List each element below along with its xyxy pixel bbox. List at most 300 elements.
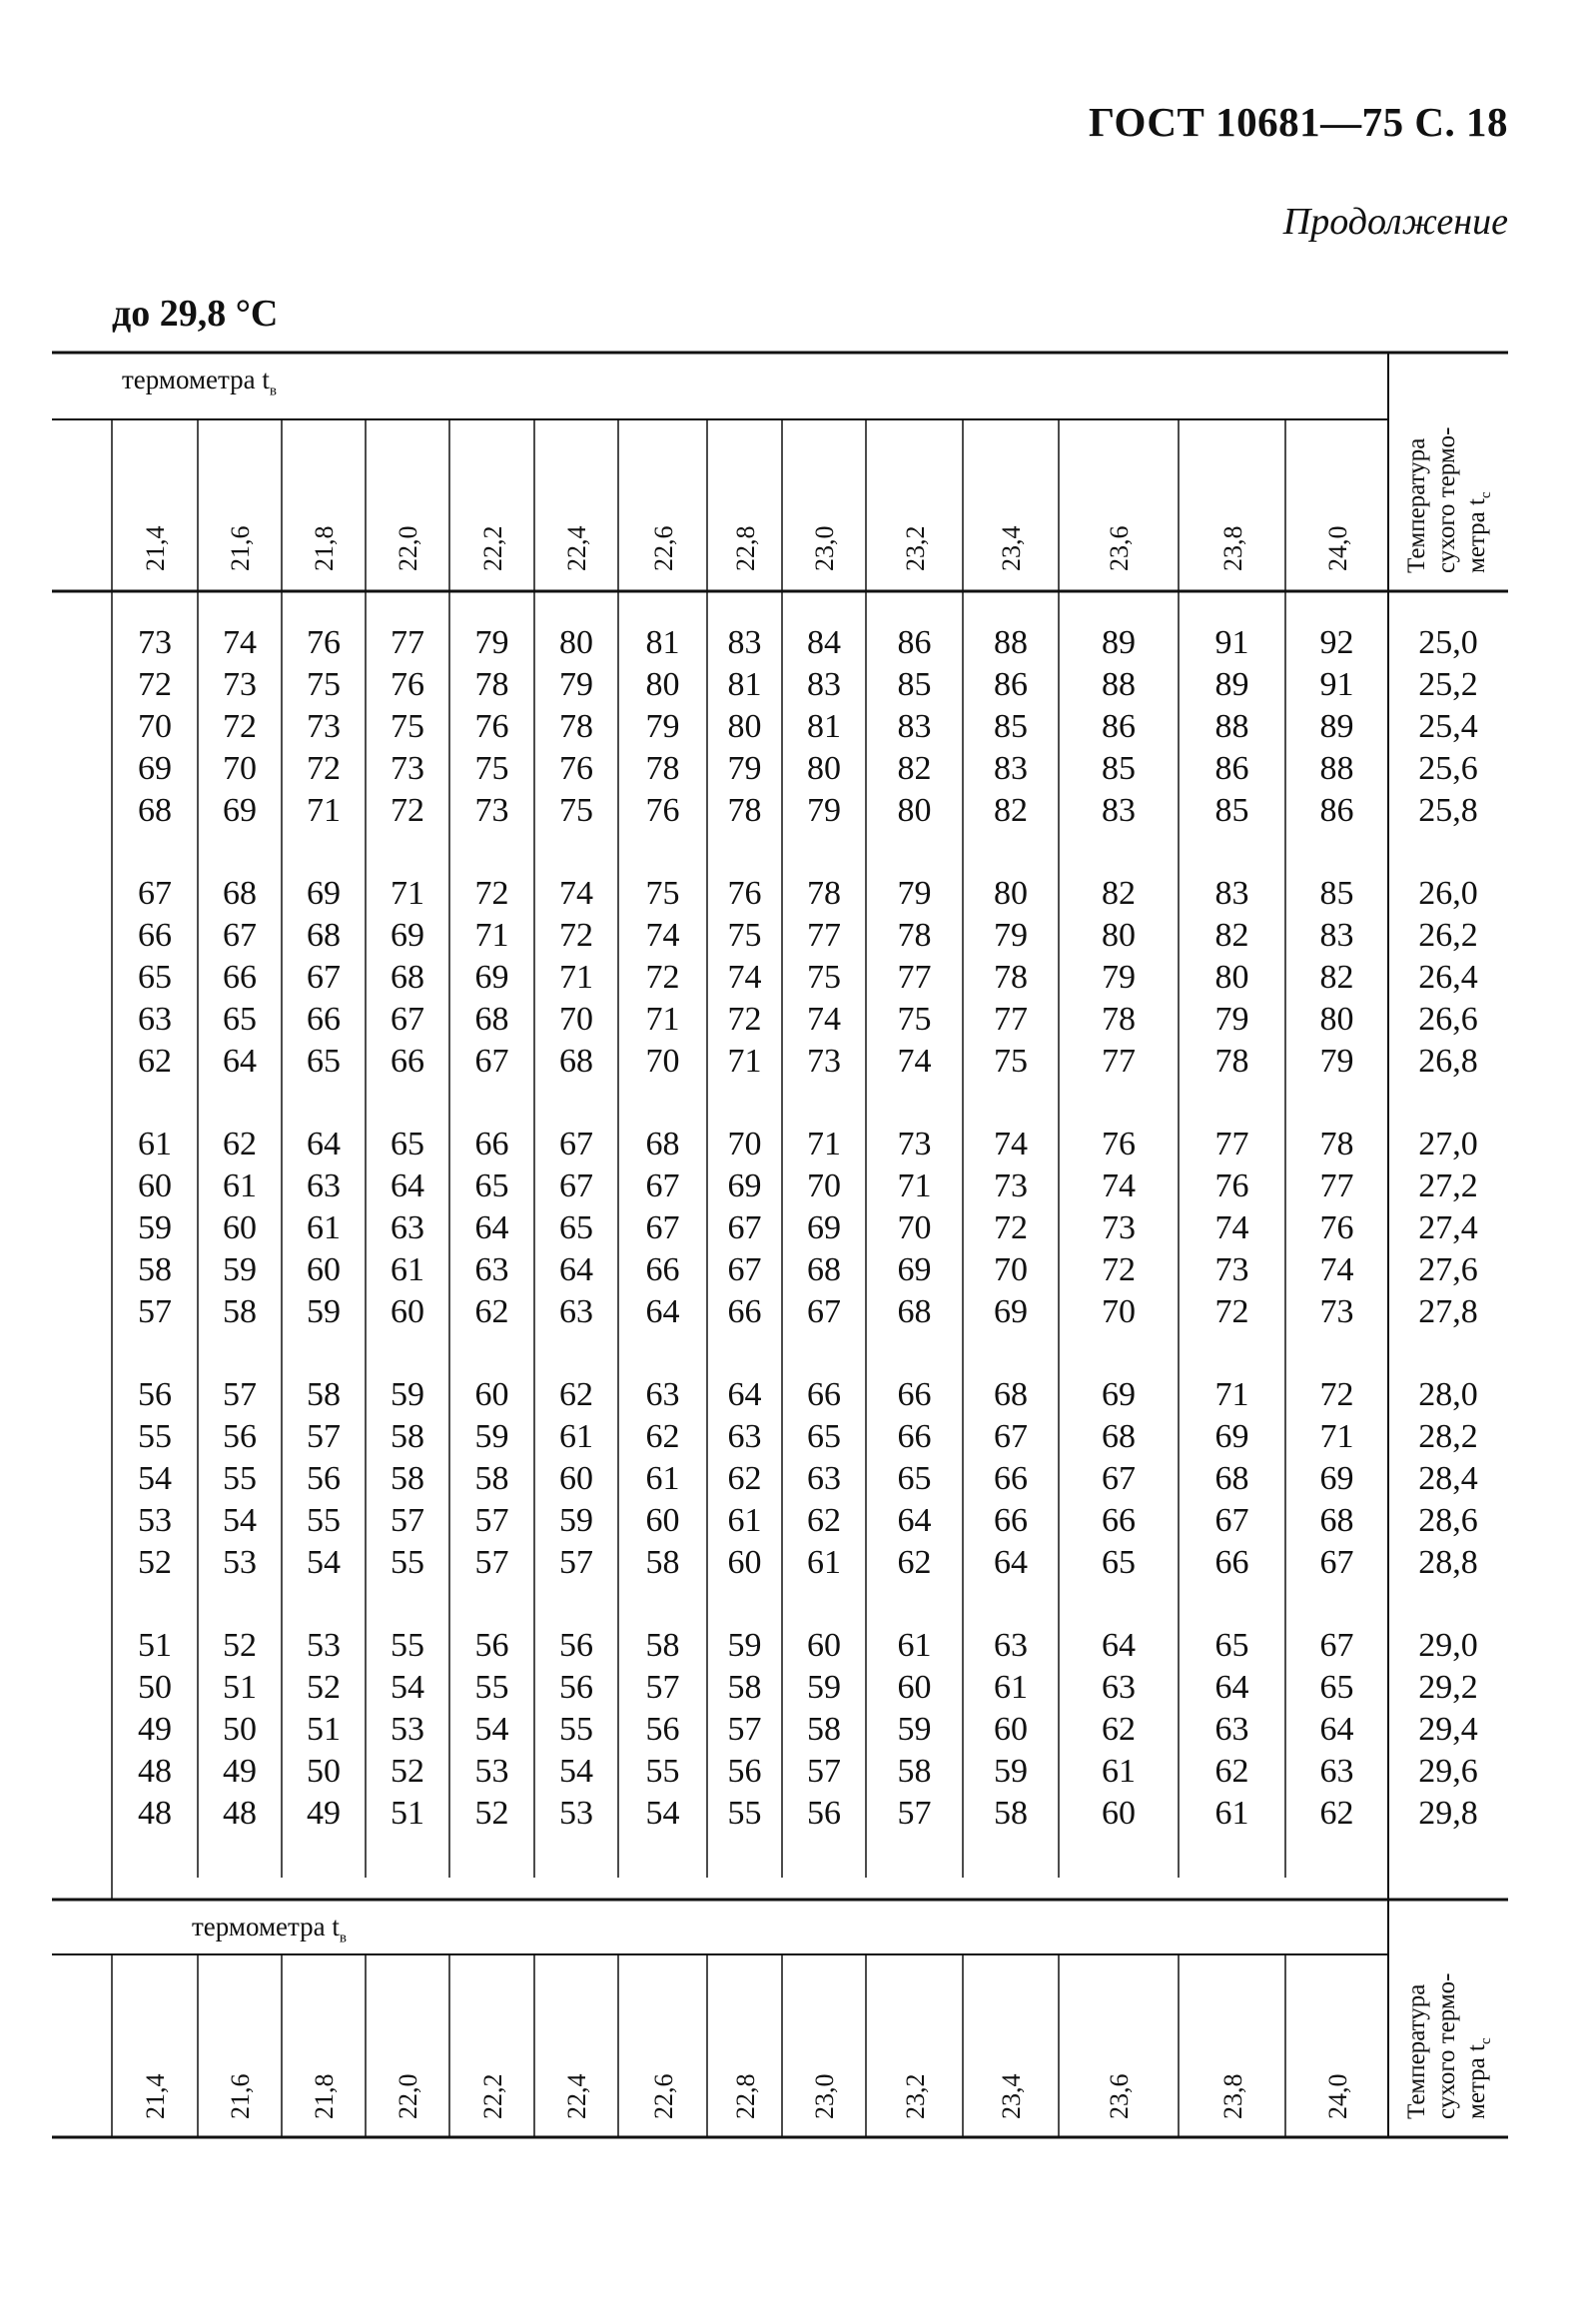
table-cell: 76: [1102, 1126, 1136, 1162]
row-header-line: Температура: [1403, 1983, 1430, 2119]
table-cell: 91: [1214, 624, 1249, 661]
table-cell: 63: [474, 1251, 509, 1288]
dry-temp-cell: 29,2: [1418, 1669, 1478, 1706]
table-cell: 73: [897, 1126, 932, 1162]
table-cell: 69: [1214, 1418, 1249, 1455]
table-cell: 89: [1102, 624, 1136, 661]
table-cell: 85: [897, 666, 932, 703]
table-cell: 56: [138, 1376, 172, 1413]
table-cell: 68: [897, 1293, 932, 1330]
dry-temp-cell: 29,0: [1418, 1627, 1478, 1664]
table-cell: 64: [307, 1126, 341, 1162]
table-cell: 59: [994, 1753, 1028, 1790]
table-cell: 60: [307, 1251, 341, 1288]
table-cell: 63: [1214, 1711, 1249, 1748]
table-cell: 56: [645, 1711, 680, 1748]
dry-temp-cell: 28,4: [1418, 1460, 1478, 1497]
table-cell: 67: [559, 1167, 593, 1204]
table-cell: 54: [645, 1795, 680, 1832]
table-cell: 57: [474, 1544, 509, 1581]
row-header-subscript: с: [1478, 491, 1494, 499]
table-cell: 61: [727, 1502, 762, 1539]
column-header: 21,8: [310, 525, 339, 571]
table-cell: 77: [807, 917, 841, 954]
table-cell: 82: [1102, 875, 1136, 912]
row-header-line: Температура: [1403, 437, 1430, 573]
table-cell: 58: [391, 1460, 424, 1497]
dry-temp-cell: 25,2: [1418, 666, 1478, 703]
table-cell: 74: [897, 1043, 932, 1080]
table-cell: 61: [559, 1418, 593, 1455]
table-cell: 80: [1102, 917, 1136, 954]
column-header-bottom: 21,4: [141, 2073, 170, 2119]
dry-temp-cell: 29,8: [1418, 1795, 1478, 1832]
table-cell: 55: [223, 1460, 257, 1497]
table-cell: 58: [897, 1753, 932, 1790]
table-cell: 64: [897, 1502, 932, 1539]
table-cell: 72: [1102, 1251, 1136, 1288]
table-cell: 81: [727, 666, 762, 703]
table-cell: 76: [1214, 1167, 1249, 1204]
table-cell: 80: [994, 875, 1028, 912]
table-cell: 52: [391, 1753, 424, 1790]
table-cell: 86: [1319, 792, 1354, 829]
table-cell: 52: [138, 1544, 172, 1581]
table-cell: 67: [994, 1418, 1028, 1455]
table-cell: 73: [474, 792, 509, 829]
table-cell: 57: [645, 1669, 680, 1706]
table-cell: 77: [1102, 1043, 1136, 1080]
table-cell: 78: [727, 792, 762, 829]
table-cell: 75: [994, 1043, 1028, 1080]
table-cell: 80: [807, 750, 841, 787]
column-header: 22,8: [730, 525, 760, 571]
table-cell: 74: [727, 959, 762, 996]
table-cell: 66: [897, 1376, 932, 1413]
table-cell: 74: [1102, 1167, 1136, 1204]
table-cell: 54: [559, 1753, 593, 1790]
table-cell: 72: [138, 666, 172, 703]
table-cell: 60: [727, 1544, 762, 1581]
column-header: 22,6: [648, 525, 678, 571]
table-cell: 75: [727, 917, 762, 954]
page-reference: ГОСТ 10681—75 С. 18: [1088, 99, 1508, 145]
table-cell: 80: [645, 666, 680, 703]
table-cell: 65: [897, 1460, 932, 1497]
table-cell: 66: [994, 1460, 1028, 1497]
table-cell: 82: [1319, 959, 1354, 996]
group-title-text: термометра t: [192, 1912, 340, 1941]
table-cell: 58: [645, 1544, 680, 1581]
table-cell: 79: [474, 624, 509, 661]
table-cell: 57: [391, 1502, 424, 1539]
table-cell: 81: [645, 624, 680, 661]
table-cell: 61: [994, 1669, 1028, 1706]
table-cell: 72: [307, 750, 341, 787]
table-cell: 55: [391, 1627, 424, 1664]
table-cell: 74: [994, 1126, 1028, 1162]
table-cell: 63: [1102, 1669, 1136, 1706]
table-cell: 56: [727, 1753, 762, 1790]
table-cell: 53: [138, 1502, 172, 1539]
table-cell: 71: [474, 917, 509, 954]
group-title-subscript: в: [269, 383, 277, 399]
table-range-caption: до 29,8 °С: [112, 293, 279, 335]
table-cell: 67: [645, 1167, 680, 1204]
table-cell: 66: [138, 917, 172, 954]
table-cell: 79: [1214, 1001, 1249, 1038]
column-header-bottom: 22,8: [730, 2073, 760, 2119]
table-cell: 48: [138, 1753, 172, 1790]
group-title: [122, 365, 277, 399]
dry-temp-cell: 25,4: [1418, 708, 1478, 745]
table-cell: 69: [474, 959, 509, 996]
table-cell: 63: [138, 1001, 172, 1038]
table-cell: 62: [138, 1043, 172, 1080]
table-cell: 70: [559, 1001, 593, 1038]
table-cell: 68: [138, 792, 172, 829]
table-cell: 88: [1319, 750, 1354, 787]
table-cell: 73: [223, 666, 257, 703]
table-cell: 52: [223, 1627, 257, 1664]
table-cell: 60: [474, 1376, 509, 1413]
table-cell: 58: [138, 1251, 172, 1288]
table-cell: 55: [138, 1418, 172, 1455]
table-cell: 80: [1319, 1001, 1354, 1038]
table-cell: 79: [559, 666, 593, 703]
table-cell: 51: [391, 1795, 424, 1832]
table-cell: 77: [391, 624, 424, 661]
table-cell: 66: [645, 1251, 680, 1288]
table-cell: 76: [307, 624, 341, 661]
table-cell: 62: [807, 1502, 841, 1539]
column-header-bottom: 23,2: [900, 2073, 930, 2119]
table-cell: 69: [138, 750, 172, 787]
table-cell: 65: [1319, 1669, 1354, 1706]
table-cell: 69: [391, 917, 424, 954]
table-cell: 60: [138, 1167, 172, 1204]
table-cell: 71: [807, 1126, 841, 1162]
table-cell: 57: [223, 1376, 257, 1413]
table-cell: 67: [727, 1209, 762, 1246]
dry-temp-cell: 26,2: [1418, 917, 1478, 954]
table-cell: 75: [559, 792, 593, 829]
table-cell: 71: [727, 1043, 762, 1080]
table-cell: 79: [727, 750, 762, 787]
table-cell: 86: [1102, 708, 1136, 745]
table-cell: 73: [138, 624, 172, 661]
table-cell: 49: [138, 1711, 172, 1748]
table-cell: 74: [645, 917, 680, 954]
column-header-bottom: 21,6: [226, 2073, 255, 2119]
table-cell: 70: [994, 1251, 1028, 1288]
table-cell: 72: [474, 875, 509, 912]
table-cell: 76: [474, 708, 509, 745]
row-header-label: [1402, 427, 1501, 573]
dry-temp-cell: 25,8: [1418, 792, 1478, 829]
table-cell: 60: [645, 1502, 680, 1539]
table-cell: 53: [391, 1711, 424, 1748]
table-cell: 75: [307, 666, 341, 703]
table-cell: 50: [138, 1669, 172, 1706]
dry-temp-cell: 27,8: [1418, 1293, 1478, 1330]
table-cell: 62: [727, 1460, 762, 1497]
table-cell: 78: [994, 959, 1028, 996]
table-cell: 65: [223, 1001, 257, 1038]
table-cell: 61: [307, 1209, 341, 1246]
table-cell: 77: [994, 1001, 1028, 1038]
table-cell: 68: [1319, 1502, 1354, 1539]
row-header-subscript: с: [1478, 2037, 1494, 2045]
column-header-bottom: 22,2: [477, 2073, 507, 2119]
column-header: 23,6: [1105, 525, 1134, 571]
table-cell: 66: [223, 959, 257, 996]
dry-temp-cell: 28,8: [1418, 1544, 1478, 1581]
table-cell: 59: [559, 1502, 593, 1539]
table-cell: 57: [559, 1544, 593, 1581]
table-cell: 70: [897, 1209, 932, 1246]
table-cell: 56: [307, 1460, 341, 1497]
table-cell: 53: [223, 1544, 257, 1581]
table-cell: 62: [897, 1544, 932, 1581]
table-cell: 67: [1102, 1460, 1136, 1497]
dry-temp-cell: 28,2: [1418, 1418, 1478, 1455]
table-cell: 78: [559, 708, 593, 745]
table-cell: 65: [1214, 1627, 1249, 1664]
table-cell: 61: [897, 1627, 932, 1664]
table-cell: 61: [1214, 1795, 1249, 1832]
table-cell: 65: [138, 959, 172, 996]
table-cell: 61: [645, 1460, 680, 1497]
table-cell: 74: [559, 875, 593, 912]
dry-temp-cell: 27,0: [1418, 1126, 1478, 1162]
table-cell: 67: [645, 1209, 680, 1246]
table-cell: 69: [223, 792, 257, 829]
table-cell: 63: [1319, 1753, 1354, 1790]
table-cell: 70: [727, 1126, 762, 1162]
table-cell: 64: [474, 1209, 509, 1246]
column-header: 22,2: [477, 525, 507, 571]
table-cell: 67: [807, 1293, 841, 1330]
table-cell: 67: [559, 1126, 593, 1162]
table-cell: 59: [897, 1711, 932, 1748]
table-cell: 66: [474, 1126, 509, 1162]
table-cell: 58: [645, 1627, 680, 1664]
table-cell: 75: [645, 875, 680, 912]
table-cell: 56: [223, 1418, 257, 1455]
table-cell: 82: [994, 792, 1028, 829]
table-cell: 53: [474, 1753, 509, 1790]
table-cell: 84: [807, 624, 841, 661]
table-cell: 91: [1319, 666, 1354, 703]
table-cell: 57: [807, 1753, 841, 1790]
table-cell: 83: [727, 624, 762, 661]
table-cell: 79: [645, 708, 680, 745]
table-cell: 69: [897, 1251, 932, 1288]
table-cell: 88: [1214, 708, 1249, 745]
table-cell: 76: [559, 750, 593, 787]
row-header-line: сухого термо-: [1433, 1972, 1460, 2119]
table-cell: 56: [559, 1669, 593, 1706]
column-header-bottom: 24,0: [1322, 2073, 1352, 2119]
table-cell: 56: [474, 1627, 509, 1664]
table-cell: 56: [807, 1795, 841, 1832]
table-cell: 69: [307, 875, 341, 912]
table-cell: 79: [994, 917, 1028, 954]
table-cell: 69: [727, 1167, 762, 1204]
table-cell: 49: [223, 1753, 257, 1790]
table-cell: 57: [727, 1711, 762, 1748]
table-cell: 74: [1214, 1209, 1249, 1246]
table-cell: 71: [645, 1001, 680, 1038]
table-cell: 70: [807, 1167, 841, 1204]
table-cell: 58: [807, 1711, 841, 1748]
table-cell: 60: [1102, 1795, 1136, 1832]
table-cell: 86: [994, 666, 1028, 703]
table-cell: 55: [307, 1502, 341, 1539]
table-cell: 67: [391, 1001, 424, 1038]
table-cell: 83: [1319, 917, 1354, 954]
table-cell: 59: [474, 1418, 509, 1455]
table-cell: 72: [559, 917, 593, 954]
table-cell: 66: [391, 1043, 424, 1080]
table-cell: 64: [727, 1376, 762, 1413]
table-cell: 73: [1319, 1293, 1354, 1330]
table-cell: 82: [897, 750, 932, 787]
table-cell: 72: [1214, 1293, 1249, 1330]
dry-temp-cell: 29,6: [1418, 1753, 1478, 1790]
column-header-bottom: 23,4: [997, 2073, 1026, 2119]
table-cell: 92: [1319, 624, 1354, 661]
table-cell: 57: [307, 1418, 341, 1455]
continuation-label: Продолжение: [1282, 201, 1508, 243]
column-header: 24,0: [1322, 525, 1352, 571]
table-cell: 64: [994, 1544, 1028, 1581]
column-header: 21,6: [226, 525, 255, 571]
table-cell: 75: [474, 750, 509, 787]
table-cell: 62: [1214, 1753, 1249, 1790]
table-cell: 79: [807, 792, 841, 829]
table-cell: 70: [1102, 1293, 1136, 1330]
table-cell: 48: [138, 1795, 172, 1832]
table-cell: 86: [897, 624, 932, 661]
table-cell: 68: [994, 1376, 1028, 1413]
column-header: 23,0: [810, 525, 839, 571]
group-title-subscript: в: [339, 1930, 347, 1946]
table-cell: 69: [1102, 1376, 1136, 1413]
dry-temp-cell: 28,0: [1418, 1376, 1478, 1413]
table-cell: 67: [1214, 1502, 1249, 1539]
table-cell: 68: [1214, 1460, 1249, 1497]
table-cell: 78: [474, 666, 509, 703]
table-cell: 63: [994, 1627, 1028, 1664]
table-cell: 83: [994, 750, 1028, 787]
table-cell: 85: [1214, 792, 1249, 829]
table-cell: 55: [727, 1795, 762, 1832]
table-cell: 66: [807, 1376, 841, 1413]
table-cell: 89: [1214, 666, 1249, 703]
table-cell: 78: [645, 750, 680, 787]
table-cell: 73: [994, 1167, 1028, 1204]
table-cell: 68: [807, 1251, 841, 1288]
table-cell: 75: [897, 1001, 932, 1038]
table-cell: 60: [807, 1627, 841, 1664]
table-cell: 75: [807, 959, 841, 996]
table-cell: 75: [391, 708, 424, 745]
table-cell: 61: [138, 1126, 172, 1162]
table-cell: 66: [1214, 1544, 1249, 1581]
table-cell: 73: [391, 750, 424, 787]
table-cell: 60: [897, 1669, 932, 1706]
table-cell: 72: [1319, 1376, 1354, 1413]
table-cell: 51: [223, 1669, 257, 1706]
table-cell: 67: [223, 917, 257, 954]
table-cell: 60: [994, 1711, 1028, 1748]
table-cell: 78: [1319, 1126, 1354, 1162]
table-cell: 64: [223, 1043, 257, 1080]
table-cell: 72: [727, 1001, 762, 1038]
table-cell: 82: [1214, 917, 1249, 954]
row-header-line: метра $t_с$: [1463, 2037, 1494, 2119]
table-cell: 68: [1102, 1418, 1136, 1455]
table-cell: 67: [727, 1251, 762, 1288]
table-cell: 62: [223, 1126, 257, 1162]
table-cell: 76: [391, 666, 424, 703]
table-cell: 66: [897, 1418, 932, 1455]
dry-temp-cell: 26,4: [1418, 959, 1478, 996]
table-cell: 65: [391, 1126, 424, 1162]
table-cell: 79: [1102, 959, 1136, 996]
table-cell: 54: [138, 1460, 172, 1497]
table-cell: 88: [1102, 666, 1136, 703]
dry-temp-cell: 25,0: [1418, 624, 1478, 661]
table-cell: 88: [994, 624, 1028, 661]
table-cell: 83: [1214, 875, 1249, 912]
table-cell: 50: [223, 1711, 257, 1748]
table-cell: 59: [307, 1293, 341, 1330]
table-cell: 48: [223, 1795, 257, 1832]
table-cell: 66: [307, 1001, 341, 1038]
table-cell: 52: [307, 1669, 341, 1706]
table-cell: 67: [474, 1043, 509, 1080]
table-cell: 69: [807, 1209, 841, 1246]
table-cell: 51: [138, 1627, 172, 1664]
table-cell: 58: [994, 1795, 1028, 1832]
table-cell: 73: [1102, 1209, 1136, 1246]
table-cell: 70: [138, 708, 172, 745]
table-cell: 58: [474, 1460, 509, 1497]
table-cell: 55: [474, 1669, 509, 1706]
table-cell: 63: [307, 1167, 341, 1204]
table-cell: 54: [307, 1544, 341, 1581]
column-header-bottom: 22,6: [648, 2073, 678, 2119]
column-header-bottom: 21,8: [310, 2073, 339, 2119]
table-cell: 80: [559, 624, 593, 661]
table-cell: 58: [391, 1418, 424, 1455]
dry-temp-cell: 25,6: [1418, 750, 1478, 787]
table-cell: 57: [897, 1795, 932, 1832]
table-cell: 85: [1319, 875, 1354, 912]
table-cell: 71: [897, 1167, 932, 1204]
table-cell: 59: [391, 1376, 424, 1413]
table-cell: 54: [223, 1502, 257, 1539]
table-cell: 79: [897, 875, 932, 912]
table-cell: 51: [307, 1711, 341, 1748]
column-header: 23,8: [1217, 525, 1247, 571]
column-header: 22,4: [562, 525, 591, 571]
table-cell: 62: [645, 1418, 680, 1455]
table-cell: 73: [307, 708, 341, 745]
